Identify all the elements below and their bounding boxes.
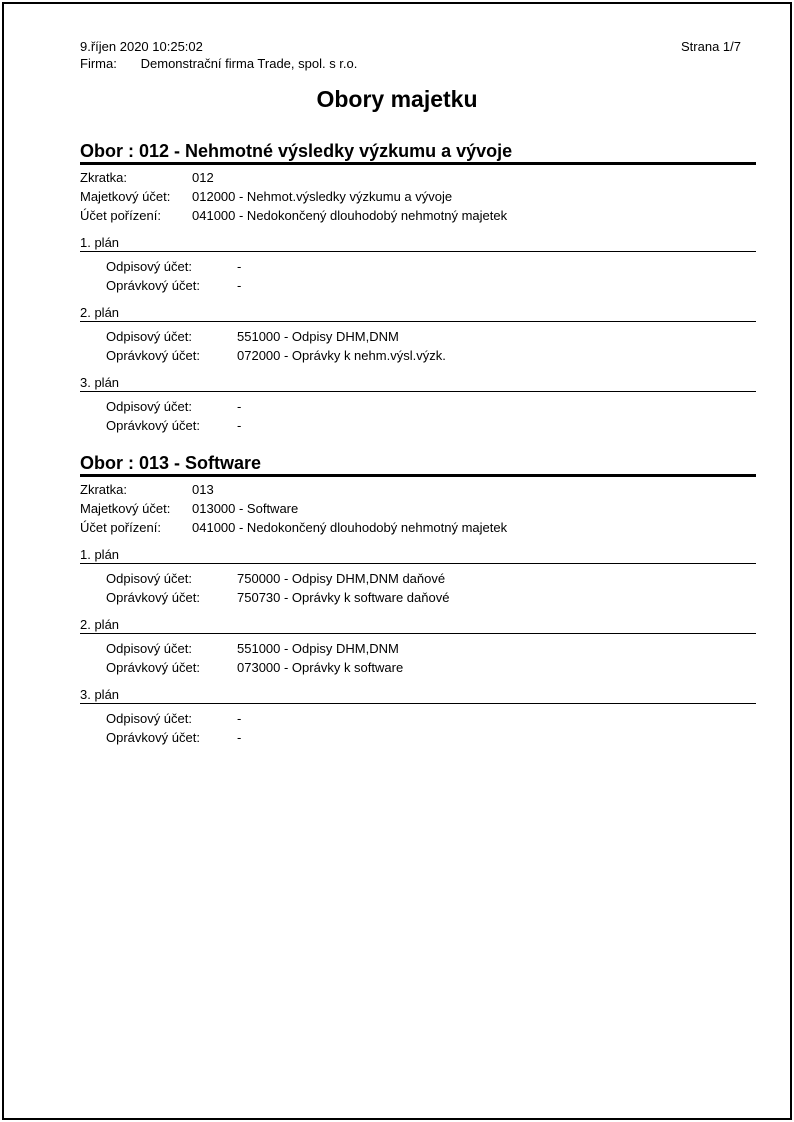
- plan-row-opravkovy: [80, 346, 756, 365]
- report-content: [4, 4, 790, 747]
- info-row-zkratka: [80, 168, 756, 187]
- opravkovy-ucet-value: 750730 - Oprávky k software daňové: [237, 590, 450, 605]
- ucet-porizeni-value: 041000 - Nedokončený dlouhodobý nehmotný majetek: [192, 520, 508, 535]
- zkratka-label: Zkratka:: [80, 170, 127, 185]
- section-info: [80, 480, 756, 537]
- odpisovy-ucet-value: 750000 - Odpisy DHM,DNM daňové: [237, 571, 446, 586]
- plan-name: 2. plán: [80, 617, 756, 634]
- info-row-majetkovy-ucet: [80, 187, 756, 206]
- opravkovy-ucet-label: Oprávkový účet:: [106, 660, 200, 675]
- odpisovy-ucet-value: -: [237, 711, 242, 726]
- odpisovy-ucet-label: Odpisový účet:: [106, 399, 192, 414]
- section-obor-012: [80, 142, 756, 435]
- ucet-porizeni-label: Účet pořízení:: [80, 208, 161, 223]
- plan-rows: [80, 709, 756, 747]
- plan-row-opravkovy: [80, 276, 756, 295]
- plan-name: 3. plán: [80, 687, 756, 704]
- plan-rows: [80, 639, 756, 677]
- plan-name: 3. plán: [80, 375, 756, 392]
- odpisovy-ucet-label: Odpisový účet:: [106, 641, 192, 656]
- firm-label: Firma:: [80, 56, 117, 71]
- majetkovy-ucet-value: 013000 - Software: [192, 501, 299, 516]
- info-row-zkratka: [80, 480, 756, 499]
- plan-block: [80, 617, 756, 677]
- report-header-row: [80, 38, 756, 55]
- plan-block: [80, 305, 756, 365]
- plan-block: [80, 235, 756, 295]
- info-row-ucet-porizeni: [80, 206, 756, 225]
- opravkovy-ucet-value: 072000 - Oprávky k nehm.výsl.výzk.: [237, 348, 446, 363]
- plan-rows: [80, 397, 756, 435]
- opravkovy-ucet-label: Oprávkový účet:: [106, 418, 200, 433]
- opravkovy-ucet-label: Oprávkový účet:: [106, 278, 200, 293]
- plan-row-odpisovy: [80, 639, 756, 658]
- section-heading: Obor : 013 - Software: [80, 454, 756, 477]
- plan-row-odpisovy: [80, 327, 756, 346]
- majetkovy-ucet-label: Majetkový účet:: [80, 501, 171, 516]
- plan-row-odpisovy: [80, 569, 756, 588]
- opravkovy-ucet-value: 073000 - Oprávky k software: [237, 660, 404, 675]
- report-page: [2, 2, 792, 1120]
- odpisovy-ucet-label: Odpisový účet:: [106, 711, 192, 726]
- zkratka-value: 012: [192, 170, 214, 185]
- plan-rows: [80, 569, 756, 607]
- plan-block: [80, 375, 756, 435]
- odpisovy-ucet-value: 551000 - Odpisy DHM,DNM: [237, 329, 399, 344]
- firm-name: Demonstrační firma Trade, spol. s r.o.: [140, 56, 358, 71]
- opravkovy-ucet-label: Oprávkový účet:: [106, 348, 200, 363]
- opravkovy-ucet-value: -: [237, 278, 242, 293]
- opravkovy-ucet-label: Oprávkový účet:: [106, 590, 200, 605]
- plan-block: [80, 547, 756, 607]
- page-number: Strana 1/7: [681, 39, 741, 54]
- firm-row: [80, 55, 756, 72]
- odpisovy-ucet-label: Odpisový účet:: [106, 329, 192, 344]
- zkratka-value: 013: [192, 482, 214, 497]
- report-title: Obory majetku: [316, 86, 478, 112]
- section-info: [80, 168, 756, 225]
- zkratka-label: Zkratka:: [80, 482, 127, 497]
- ucet-porizeni-label: Účet pořízení:: [80, 520, 161, 535]
- plan-row-odpisovy: [80, 397, 756, 416]
- ucet-porizeni-value: 041000 - Nedokončený dlouhodobý nehmotný majetek: [192, 208, 508, 223]
- plan-block: [80, 687, 756, 747]
- plan-row-odpisovy: [80, 257, 756, 276]
- plan-name: 1. plán: [80, 547, 756, 564]
- odpisovy-ucet-value: -: [237, 259, 242, 274]
- plan-row-opravkovy: [80, 658, 756, 677]
- section-heading: Obor : 012 - Nehmotné výsledky výzkumu a vývoje: [80, 142, 756, 165]
- info-row-majetkovy-ucet: [80, 499, 756, 518]
- plan-rows: [80, 257, 756, 295]
- majetkovy-ucet-label: Majetkový účet:: [80, 189, 171, 204]
- plan-name: 2. plán: [80, 305, 756, 322]
- info-row-ucet-porizeni: [80, 518, 756, 537]
- plan-row-odpisovy: [80, 709, 756, 728]
- section-obor-013: [80, 454, 756, 747]
- plan-row-opravkovy: [80, 728, 756, 747]
- odpisovy-ucet-value: -: [237, 399, 242, 414]
- plan-rows: [80, 327, 756, 365]
- plan-name: 1. plán: [80, 235, 756, 252]
- odpisovy-ucet-label: Odpisový účet:: [106, 259, 192, 274]
- report-datetime: 9.říjen 2020 10:25:02: [80, 39, 203, 54]
- opravkovy-ucet-value: -: [237, 730, 242, 745]
- opravkovy-ucet-value: -: [237, 418, 242, 433]
- opravkovy-ucet-label: Oprávkový účet:: [106, 730, 200, 745]
- odpisovy-ucet-value: 551000 - Odpisy DHM,DNM: [237, 641, 399, 656]
- plan-row-opravkovy: [80, 588, 756, 607]
- plan-row-opravkovy: [80, 416, 756, 435]
- odpisovy-ucet-label: Odpisový účet:: [106, 571, 192, 586]
- majetkovy-ucet-value: 012000 - Nehmot.výsledky výzkumu a vývoje: [192, 189, 453, 204]
